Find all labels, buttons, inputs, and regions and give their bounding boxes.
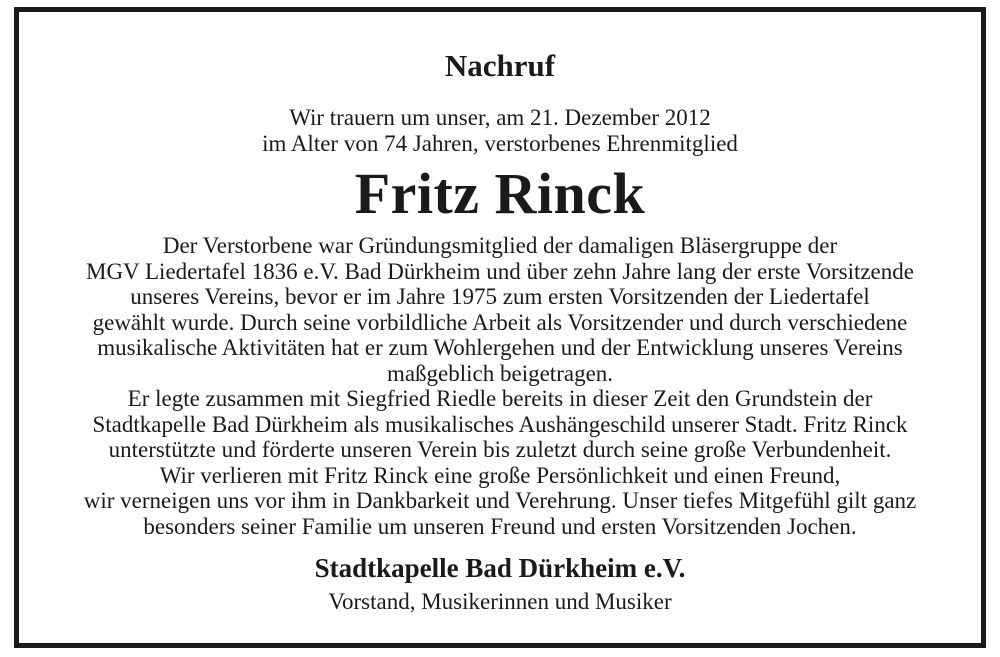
body-line: Stadtkapelle Bad Dürkheim als musikalisches Aushängeschild unserer Stadt. Fritz Rinck	[92, 411, 908, 437]
obituary-intro	[19, 105, 981, 157]
body-line: gewählt wurde. Durch seine vorbildliche Arbeit als Vorsitzender und durch verschiedene	[92, 309, 908, 335]
organization-name: Stadtkapelle Bad Dürkheim e.V.	[314, 553, 686, 583]
body-line: unterstützte und förderte unseren Verein bis zuletzt durch seine große Verbundenheit.	[108, 437, 892, 462]
body-line: musikalische Aktivitäten hat er zum Wohlergehen und der Entwicklung unseres Vereins	[97, 335, 903, 360]
obituary-content	[19, 12, 981, 643]
body-line: maßgeblich beigetragen.	[386, 360, 614, 386]
body-line: besonders seiner Familie um unseren Freund und ersten Vorsitzenden Jochen.	[143, 513, 857, 539]
body-line: unseres Vereins, bevor er im Jahre 1975 zum ersten Vorsitzenden der Liedertafel	[130, 284, 870, 309]
body-line: Er legte zusammen mit Siegfried Riedle bereits in dieser Zeit den Grundstein der	[127, 386, 873, 411]
intro-line: im Alter von 74 Jahren, verstorbenes Ehrenmitglied	[262, 131, 738, 156]
body-line: MGV Liedertafel 1836 e.V. Bad Dürkheim und über zehn Jahre lang der erste Vorsitzende	[86, 258, 914, 284]
deceased-name: Fritz Rinck	[354, 161, 646, 226]
obituary-heading: Nachruf	[444, 48, 556, 83]
body-line: Der Verstorbene war Gründungsmitglied der damaligen Bläsergruppe der	[162, 233, 838, 258]
body-line: wir verneigen uns vor ihm in Dankbarkeit und Verehrung. Unser tiefes Mitgefühl gilt ganz	[83, 488, 917, 513]
intro-line: Wir trauern um unser, am 21. Dezember 2012	[289, 105, 711, 130]
obituary-body	[19, 233, 981, 539]
obituary-frame	[14, 7, 986, 648]
organization-signatories: Vorstand, Musikerinnen und Musiker	[328, 589, 672, 614]
body-line: Wir verlieren mit Fritz Rinck eine große Persönlichkeit und einen Freund,	[159, 462, 841, 488]
